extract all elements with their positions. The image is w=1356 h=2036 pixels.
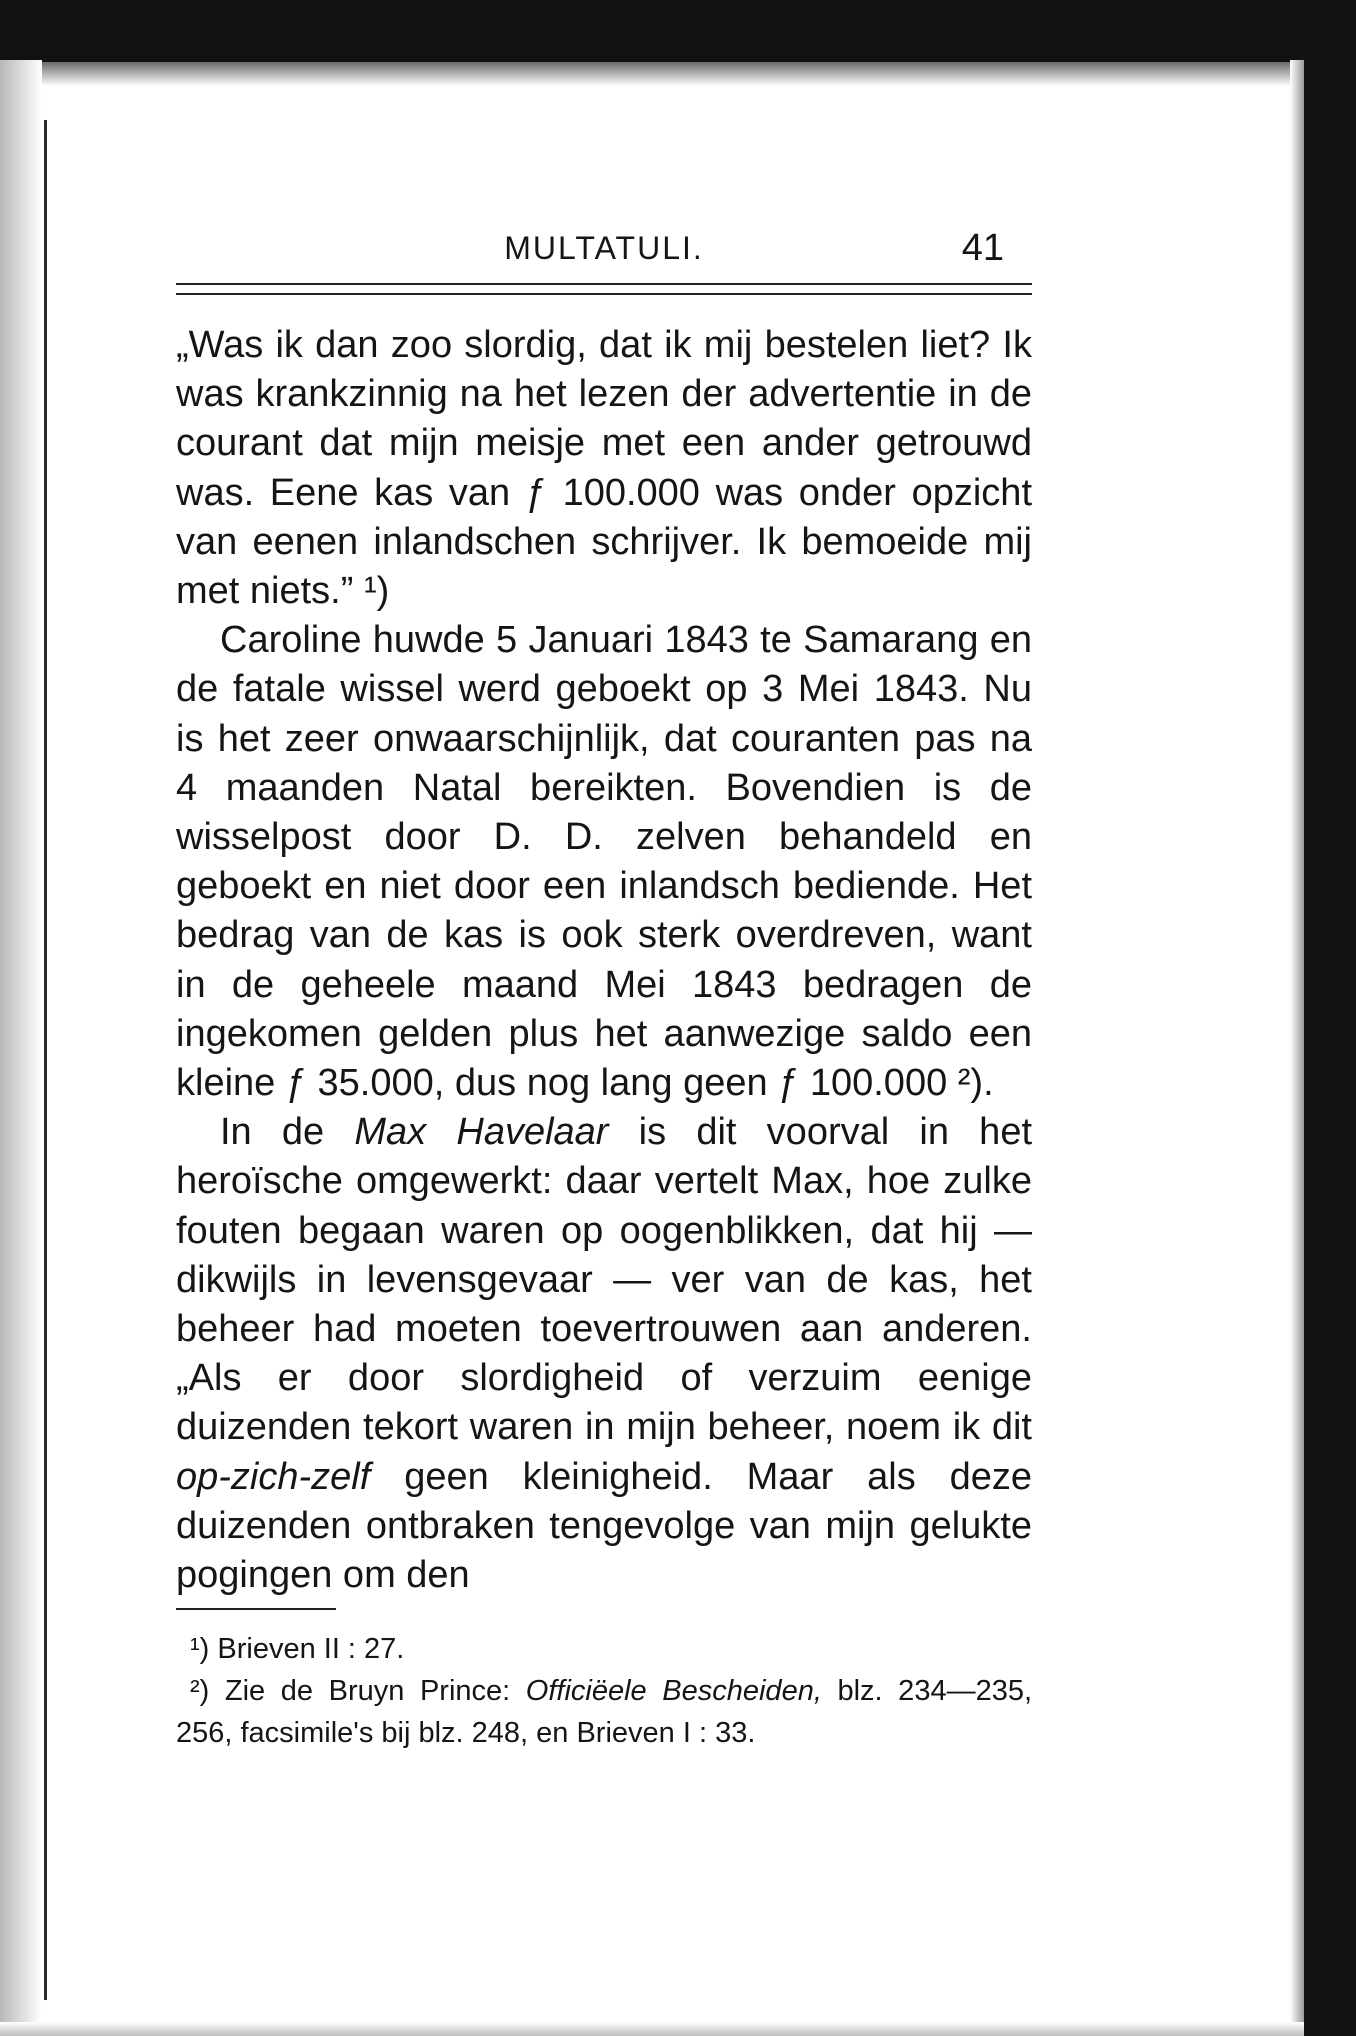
emphasis-op-zich-zelf: op-zich-zelf [176,1455,371,1498]
paragraph-letter-quote: „Was ik dan zoo slordig, dat ik mij bestelen liet? Ik was krankzinnig na het lezen der advertentie in de courant dat mijn meisje met een ander getrouwd was. Eene kas van ƒ 100.000 was onder opzicht van eenen inlandschen schrijver. Ik bemoeide mij met niets.” ¹) [176,324,1032,613]
scan-shadow-top [0,62,1310,86]
paragraph-caroline: Caroline huwde 5 Januari 1843 te Samarang en de fatale wissel werd geboekt op 3 Mei 1843. Nu is het zeer onwaarschijnlijk, dat couranten pas na 4 maanden Natal bereikten. Bovendien is de wisselpost door D. D. zelven behandeld en geboekt en niet door een inlandsch bediende. Het bedrag van de kas is ook sterk overdreven, want in de geheele maand Mei 1843 bedragen de ingekomen gelden plus het aanwezige saldo een kleine ƒ 35.000, dus nog lang geen ƒ 100.000 ²). [176,619,1032,1105]
page-number: 41 [961,227,1004,269]
paragraph-max-havelaar [176,1108,1032,1600]
book-page [176,225,1032,1754]
book-title-max-havelaar: Max Havelaar [354,1111,609,1154]
scan-binding-line [44,120,47,2000]
footnote-text: ¹) Brieven II : 27. [190,1633,405,1666]
running-title: MULTATULI. [504,230,704,266]
body-text [176,321,1032,1600]
header-rule-top [176,283,1032,285]
footnote-rule [176,1608,336,1610]
scan-border-right [1304,0,1356,2036]
footnote-text: ²) Zie de Bruyn Prince: [190,1675,526,1708]
header-rule-bottom [176,293,1032,295]
footnote-1 [176,1628,1032,1670]
footnote-title-officieele-bescheiden: Officiëele Bescheiden, [525,1675,822,1708]
scan-shadow-left [0,60,42,2036]
running-head [176,225,1032,271]
footnotes [176,1628,1032,1754]
scan-shadow-bottom [0,2022,1304,2036]
text-segment: geen kleinigheid. Maar als deze duizenden ontbraken tengevolge van mijn gelukte pogingen om den [176,1455,1032,1597]
scan-shadow-right [1290,60,1304,2036]
scan-border-top [0,0,1356,62]
footnote-2 [176,1670,1032,1754]
text-segment: is dit voorval in het heroïsche omgewerkt: daar vertelt Max, hoe zulke fouten begaan waren op oogenblikken, dat hij — dikwijls in levensgevaar — ver van de kas, het beheer had moeten toevertrouwen aan anderen. „Als er door slordigheid of verzuim eenige duizenden tekort waren in mijn beheer, noem ik dit [176,1111,1033,1449]
text-segment: In de [220,1111,355,1154]
footnote-text: blz. 234—235, 256, facsimile's bij blz. 248, en Brieven I : 33. [176,1675,1033,1750]
